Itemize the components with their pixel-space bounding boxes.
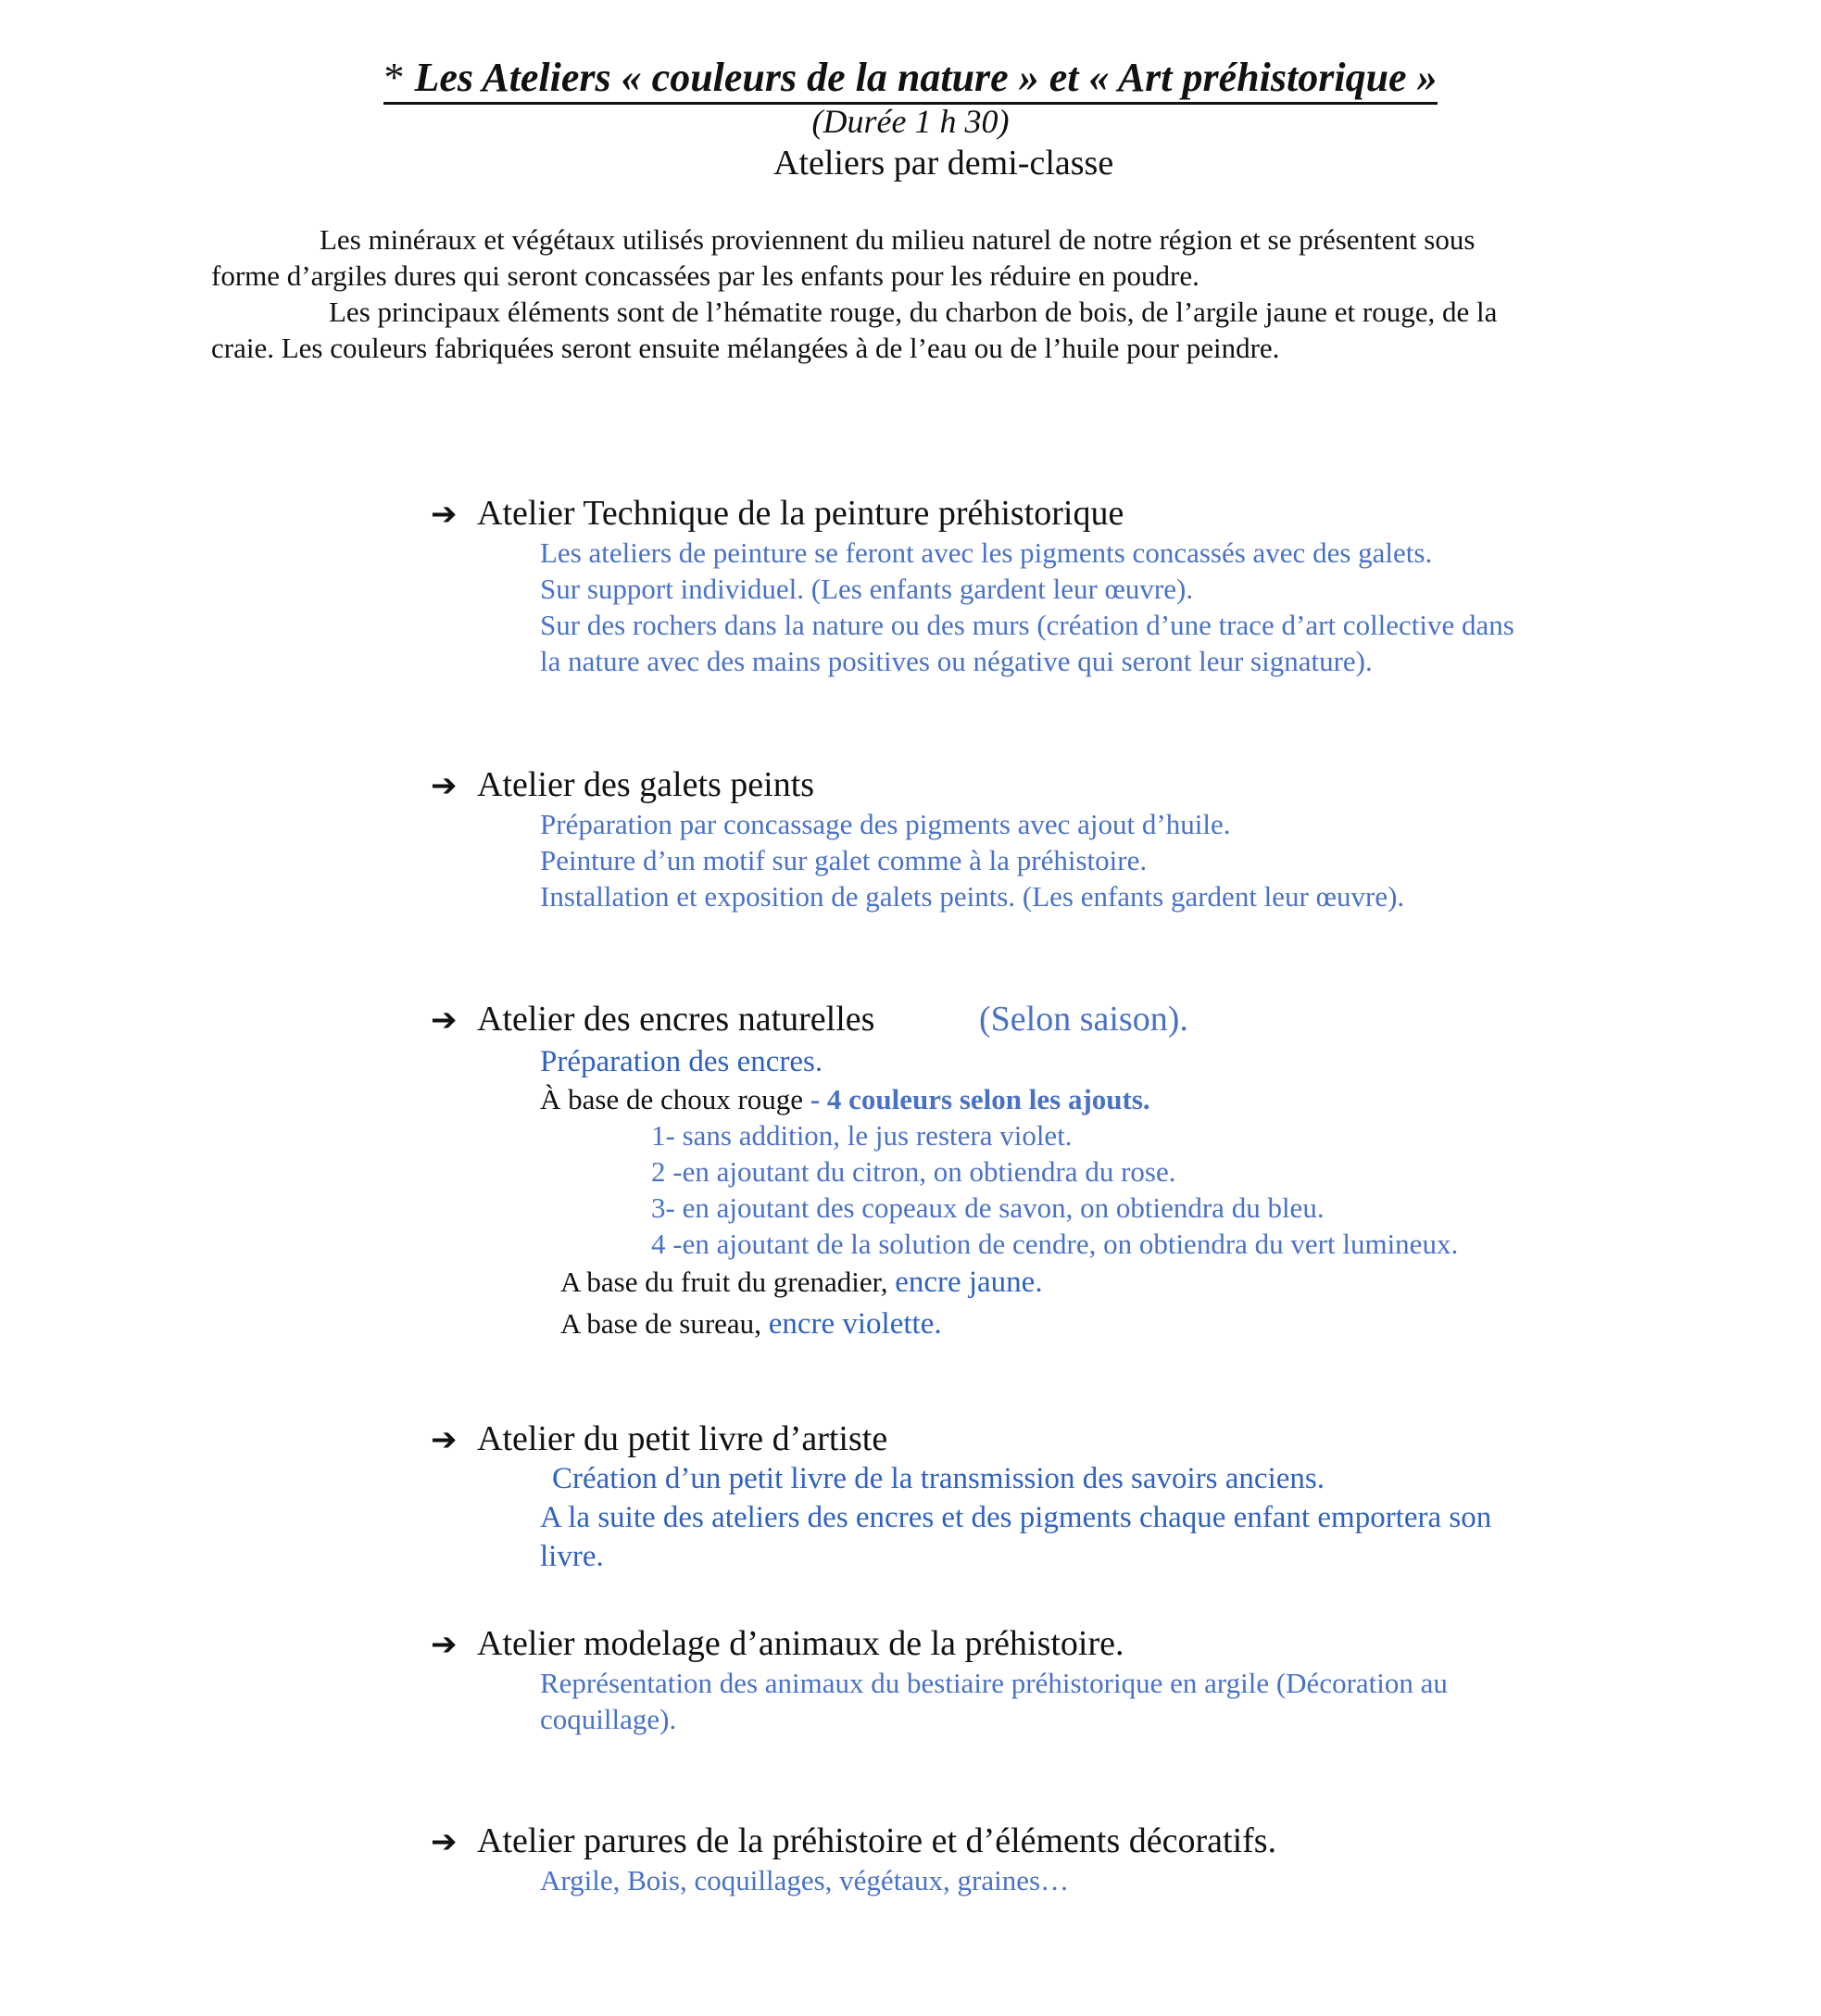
encres-season: (Selon saison). xyxy=(979,1000,1188,1039)
section-encres-heading: ➔ Atelier des encres naturelles xyxy=(431,1000,875,1039)
modelage-line-1: Représentation des animaux du bestiaire préhistorique en argile (Décoration au xyxy=(540,1667,1448,1699)
intro-line-1: Les minéraux et végétaux utilisés proviennent du milieu naturel de notre région et se présentent sous xyxy=(320,223,1476,256)
technique-line-4: la nature avec des mains positives ou négative qui seront leur signature). xyxy=(540,645,1373,677)
galets-line-3: Installation et exposition de galets peints. (Les enfants gardent leur œuvre). xyxy=(540,880,1405,913)
document-title xyxy=(0,54,1821,105)
livre-line-1: Création d’un petit livre de la transmission des savoirs anciens. xyxy=(552,1462,1325,1495)
technique-line-2: Sur support individuel. (Les enfants gardent leur œuvre). xyxy=(540,573,1194,605)
encres-step-2: 2 -en ajoutant du citron, on obtiendra du rose. xyxy=(651,1155,1176,1188)
encres-prep: Préparation des encres. xyxy=(540,1045,823,1078)
chou-label: À base de choux rouge xyxy=(540,1083,810,1115)
parures-line-1: Argile, Bois, coquillages, végétaux, graines… xyxy=(540,1864,1070,1896)
technique-line-1: Les ateliers de peinture se feront avec les pigments concassés avec des galets. xyxy=(540,536,1433,569)
livre-line-2: A la suite des ateliers des encres et des pigments chaque enfant emportera son xyxy=(540,1501,1492,1534)
intro-line-2: forme d’argiles dures qui seront concassées par les enfants pour les réduire en poudre. xyxy=(211,259,1199,292)
right-arrow-icon: ➔ xyxy=(431,767,458,804)
sureau-value: encre violette. xyxy=(768,1307,942,1341)
grenadier-value: encre jaune. xyxy=(895,1266,1043,1299)
chou-note: - 4 couleurs selon les ajouts. xyxy=(810,1083,1150,1115)
encres-sureau: A base de sureau, encre violette. xyxy=(560,1307,942,1341)
right-arrow-icon: ➔ xyxy=(431,1421,458,1458)
encres-step-3: 3- en ajoutant des copeaux de savon, on obtiendra du bleu. xyxy=(651,1191,1325,1224)
galets-line-2: Peinture d’un motif sur galet comme à la préhistoire. xyxy=(540,844,1148,876)
subtitle: Ateliers par demi-classe xyxy=(773,144,1114,183)
section-modelage-heading: ➔ Atelier modelage d’animaux de la préhistoire. xyxy=(431,1624,1124,1663)
right-arrow-icon: ➔ xyxy=(431,1002,458,1039)
right-arrow-icon: ➔ xyxy=(431,1626,458,1663)
section-technique-heading: ➔ Atelier Technique de la peinture préhistorique xyxy=(431,494,1124,533)
intro-line-3: Les principaux éléments sont de l’hématite rouge, du charbon de bois, de l’argile jaune et rouge, de la xyxy=(329,296,1498,328)
encres-step-4: 4 -en ajoutant de la solution de cendre, on obtiendra du vert lumineux. xyxy=(651,1228,1459,1260)
right-arrow-icon: ➔ xyxy=(431,1823,458,1860)
section-galets-heading: ➔ Atelier des galets peints xyxy=(431,765,815,804)
encres-grenadier: A base du fruit du grenadier, encre jaune. xyxy=(560,1266,1043,1299)
livre-line-3: livre. xyxy=(540,1540,604,1573)
duration: (Durée 1 h 30) xyxy=(811,103,1010,140)
right-arrow-icon: ➔ xyxy=(431,496,458,533)
technique-line-3: Sur des rochers dans la nature ou des murs (création d’une trace d’art collective dans xyxy=(540,609,1514,641)
grenadier-label: A base du fruit du grenadier xyxy=(560,1266,881,1298)
title-star: * xyxy=(383,55,415,100)
encres-chou xyxy=(540,1083,1150,1116)
intro-line-4: craie. Les couleurs fabriquées seront ensuite mélangées à de l’eau ou de l’huile pour peindre. xyxy=(211,332,1280,364)
galets-line-1: Préparation par concassage des pigments avec ajout d’huile. xyxy=(540,808,1231,840)
modelage-line-2: coquillage). xyxy=(540,1703,677,1735)
section-livre-heading: ➔ Atelier du petit livre d’artiste xyxy=(431,1419,888,1458)
sureau-label: A base de sureau xyxy=(560,1307,755,1340)
encres-step-1: 1- sans addition, le jus restera violet. xyxy=(651,1119,1073,1152)
section-parures-heading: ➔ Atelier parures de la préhistoire et d’éléments décoratifs. xyxy=(431,1821,1277,1860)
title-text: Les Ateliers « couleurs de la nature » et « Art préhistorique » xyxy=(414,55,1438,100)
